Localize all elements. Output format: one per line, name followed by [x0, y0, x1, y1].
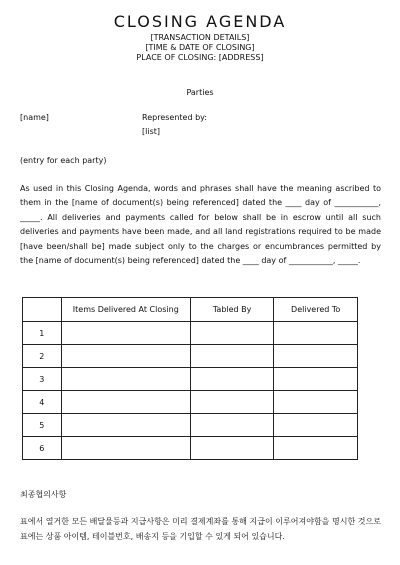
- row-number: 3: [23, 368, 62, 391]
- delivered-to-cell: [274, 391, 358, 414]
- place-of-closing: PLACE OF CLOSING: [ADDRESS]: [136, 53, 264, 62]
- tabled-by-cell: [190, 322, 273, 345]
- item-cell: [61, 391, 190, 414]
- item-cell: [61, 437, 190, 460]
- transaction-details: [TRANSACTION DETAILS]: [150, 33, 250, 42]
- header-tabled-by: Tabled By: [190, 298, 273, 322]
- table-row: [23, 322, 358, 345]
- party-name: [name]: [20, 113, 49, 122]
- table-row: [23, 437, 358, 460]
- row-number: 6: [23, 437, 62, 460]
- document-title: CLOSING AGENDA: [113, 12, 287, 31]
- item-cell: [61, 368, 190, 391]
- delivery-table: [22, 297, 358, 460]
- delivered-to-cell: [274, 368, 358, 391]
- header-items-delivered: Items Delivered At Closing: [61, 298, 190, 322]
- table-row: [23, 391, 358, 414]
- tabled-by-cell: [190, 414, 273, 437]
- representative-list: [list]: [142, 127, 160, 136]
- row-number: 2: [23, 345, 62, 368]
- represented-by-label: Represented by:: [142, 113, 207, 122]
- tabled-by-cell: [190, 391, 273, 414]
- item-cell: [61, 322, 190, 345]
- delivered-to-cell: [274, 437, 358, 460]
- item-cell: [61, 345, 190, 368]
- header-number: [23, 298, 62, 322]
- row-number: 4: [23, 391, 62, 414]
- table-header-row: [23, 298, 358, 322]
- parties-heading: Parties: [186, 88, 214, 97]
- delivered-to-cell: [274, 345, 358, 368]
- entry-note: (entry for each party): [20, 156, 107, 165]
- table-row: [23, 414, 358, 437]
- time-date-of-closing: [TIME & DATE OF CLOSING]: [145, 43, 255, 52]
- row-number: 5: [23, 414, 62, 437]
- tabled-by-cell: [190, 437, 273, 460]
- final-agreement-paragraph: 표에서 열거한 모든 배달물등과 지급사항은 미리 결제계좌를 통해 지급이 이루어져야함을 명시한 것으로 표에는 상품 아이템, 테이블번호, 배송지 등을 기입할 수 있게 되어 있습니다.: [20, 517, 381, 541]
- tabled-by-cell: [190, 368, 273, 391]
- header-delivered-to: Delivered To: [274, 298, 358, 322]
- table-row: [23, 368, 358, 391]
- delivered-to-cell: [274, 414, 358, 437]
- delivered-to-cell: [274, 322, 358, 345]
- final-agreement-heading: 최종협의사항: [20, 490, 67, 499]
- table-row: [23, 345, 358, 368]
- item-cell: [61, 414, 190, 437]
- row-number: 1: [23, 322, 62, 345]
- agenda-paragraph: As used in this Closing Agenda, words and phrases shall have the meaning ascribed to them in the [name of document(s) being referenced] dated the ____ day of ___________, _____. All deliveries and payments called for below shall be in escrow until all such deliveries and payments have been made, and all land registrations required to be made [have been/shall be] made subject only to the charges or encumbrances permitted by the [name of document(s) being referenced] dated the ____ day of ___________, _____.: [20, 184, 381, 266]
- tabled-by-cell: [190, 345, 273, 368]
